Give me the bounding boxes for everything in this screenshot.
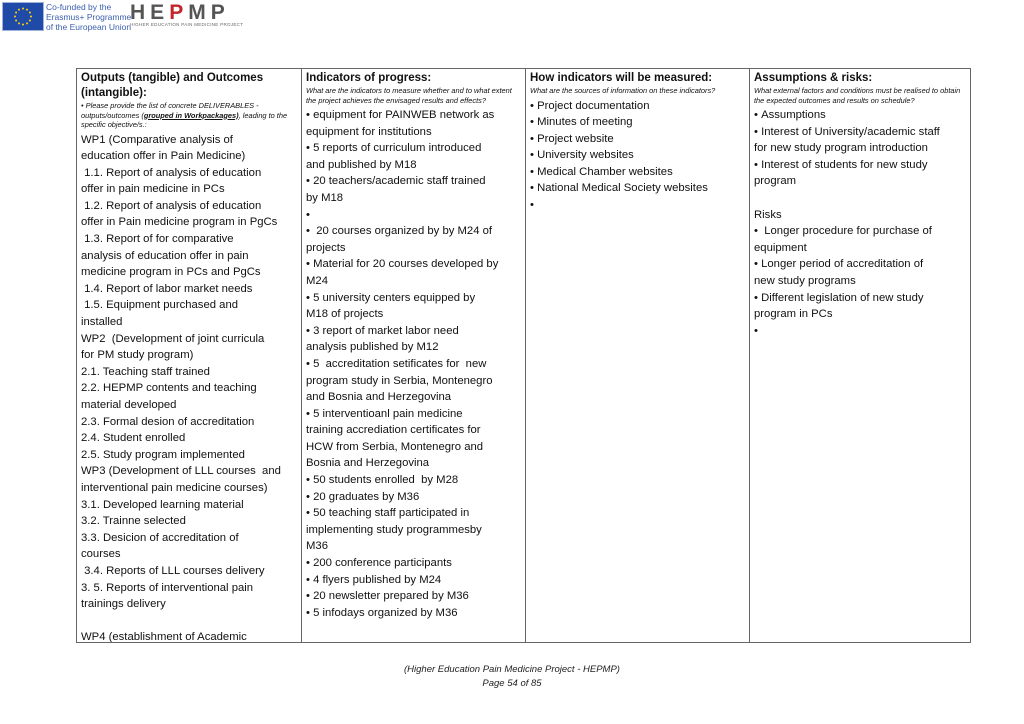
bullet-item: • Project website — [530, 131, 746, 148]
bullet-item: • 5 reports of curriculum introduced — [306, 140, 522, 157]
table-line: 1.4. Report of labor market needs — [81, 282, 253, 295]
bullet-item: • Project documentation — [530, 98, 746, 115]
assumptions-column — [750, 69, 970, 642]
bullet-item: • equipment for PAINWEB network as — [306, 107, 522, 124]
indicators-description: What are the indicators to measure whether and to what extent the project achieves the envisaged results and effects? — [306, 86, 512, 105]
bullet-item: • 50 students enrolled by M28 — [306, 472, 522, 489]
blank-line — [754, 190, 967, 207]
table-line: material developed — [81, 399, 177, 411]
logo-part-accent: P — [169, 1, 189, 24]
assumptions-list — [754, 107, 967, 339]
measured-description: What are the sources of information on these indicators? — [530, 86, 716, 95]
table-line: equipment — [754, 241, 807, 254]
table-line: 3. 5. Reports of interventional pain — [81, 581, 254, 594]
indicators-title: Indicators of progress: — [306, 72, 432, 84]
logo-subtitle: HIGHER EDUCATION PAIN MEDICINE PROJECT — [130, 22, 244, 27]
bullet-item: • Minutes of meeting — [530, 114, 746, 131]
bullet-item — [530, 197, 746, 214]
page-header — [0, 0, 1024, 34]
table-line: installed — [81, 316, 123, 329]
bullet-item: • 5 university centers equipped by — [306, 290, 522, 307]
table-line: new study programs — [754, 274, 856, 287]
desc-text: • Please provide the list of concrete DELIVERABLES - outputs/outcomes ( — [81, 101, 259, 120]
bullet-item: • Medical Chamber websites — [530, 164, 746, 181]
bullet-item: • 20 teachers/academic staff trained — [306, 173, 522, 190]
table-line: M36 — [306, 540, 328, 553]
bullet-item: • Different legislation of new study — [754, 290, 967, 307]
outputs-list — [81, 132, 298, 643]
logo-part: MP — [188, 1, 230, 24]
bullet-item: • National Medical Society websites — [530, 180, 746, 197]
table-line: 2.1. Teaching staff trained — [81, 365, 210, 378]
bullet-item: • 200 conference participants — [306, 555, 522, 572]
table-line: program — [754, 175, 797, 188]
table-line: analysis published by M12 — [306, 341, 439, 354]
footer-project-name: (Higher Education Pain Medicine Project - HEPMP) — [404, 664, 620, 675]
table-line: 2.5. Study program implemented — [81, 448, 245, 461]
bullet-item: • 5 accreditation setificates for new — [306, 356, 522, 373]
table-line: for PM study program) — [81, 349, 194, 362]
eu-text-line: of the European Union — [46, 22, 132, 32]
desc-text: , leading to the specific objective/s.: — [81, 110, 288, 129]
bullet-item: • 3 report of market labor need — [306, 323, 522, 340]
outputs-description — [81, 101, 298, 130]
outputs-title: Outputs (tangible) and Outcomes (intangible): — [81, 72, 264, 99]
table-line: program in PCs — [754, 308, 833, 321]
bullet-item — [306, 207, 522, 224]
table-line: interventional pain medicine courses) — [81, 481, 268, 494]
table-line: M24 — [306, 274, 328, 287]
table-line: projects — [306, 241, 346, 254]
bullet-item: • 4 flyers published by M24 — [306, 572, 522, 589]
table-line: WP3 (Development of LLL courses and — [81, 465, 281, 478]
table-line: 1.1. Report of analysis of education — [81, 166, 262, 179]
table-line: WP4 (establishment of Academic — [81, 631, 247, 642]
table-line: 1.2. Report of analysis of education — [81, 199, 262, 212]
table-line: and Bosnia and Herzegovina — [306, 391, 452, 404]
table-line: 3.1. Developed learning material — [81, 498, 244, 511]
measured-column — [526, 69, 750, 642]
bullet-item: • 5 interventioanl pain medicine — [306, 406, 522, 423]
table-line: 2.4. Student enrolled — [81, 432, 186, 445]
desc-bold: grouped in Workpackages) — [143, 110, 239, 120]
table-line: courses — [81, 548, 121, 561]
table-line: by M18 — [306, 191, 344, 204]
bullet-item: • 5 infodays organized by M36 — [306, 605, 522, 622]
bullet-item: • 20 graduates by M36 — [306, 489, 522, 506]
table-line: and published by M18 — [306, 158, 417, 171]
table-line: 2.2. HEPMP contents and teaching — [81, 382, 257, 395]
bullet-item: • 20 newsletter prepared by M36 — [306, 588, 522, 605]
table-line: offer in pain medicine in PCs — [81, 183, 225, 196]
logframe-table — [76, 68, 971, 643]
table-line: 1.3. Report of for comparative — [81, 233, 234, 246]
measured-list — [530, 98, 746, 214]
bullet-item: • University websites — [530, 147, 746, 164]
eu-cofunded-text — [46, 2, 131, 32]
table-line: Risks — [754, 208, 782, 221]
indicators-list — [306, 107, 522, 621]
table-line: 3.3. Desicion of accreditation of — [81, 531, 239, 544]
bullet-item: • Interest of students for new study — [754, 157, 967, 174]
table-line: education offer in Pain Medicine) — [81, 150, 246, 163]
bullet-item: • Longer period of accreditation of — [754, 256, 967, 273]
table-line: training accrediation certificates for — [306, 424, 481, 437]
table-line: for new study program introduction — [754, 142, 928, 155]
assumptions-title: Assumptions & risks: — [754, 72, 873, 84]
table-line: implementing study programmesby — [306, 523, 482, 536]
table-line: 3.2. Trainne selected — [81, 515, 186, 528]
measured-title: How indicators will be measured: — [530, 72, 713, 84]
table-line: offer in Pain medicine program in PgCs — [81, 216, 278, 229]
table-line: 2.3. Formal desion of accreditation — [81, 415, 255, 428]
table-line: 3.4. Reports of LLL courses delivery — [81, 564, 265, 577]
bullet-item: • Interest of University/academic staff — [754, 124, 967, 141]
indicators-column — [302, 69, 526, 642]
bullet-item: • 50 teaching staff participated in — [306, 505, 522, 522]
bullet-item: • Material for 20 courses developed by — [306, 256, 522, 273]
eu-flag-icon — [2, 2, 44, 31]
table-line: 1.5. Equipment purchased and — [81, 299, 239, 312]
footer-page-number: Page 54 of 85 — [482, 678, 542, 689]
blank-line — [81, 613, 298, 630]
eu-text-line: Erasmus+ Programme — [46, 12, 132, 22]
table-line: M18 of projects — [306, 308, 384, 321]
bullet-item: • Longer procedure for purchase of — [754, 223, 967, 240]
outputs-column — [77, 69, 302, 642]
table-line: analysis of education offer in pain — [81, 249, 249, 262]
assumptions-description: What external factors and conditions must be realised to obtain the expected outcomes and results on schedule? — [754, 86, 961, 105]
table-line: HCW from Serbia, Montenegro and — [306, 440, 484, 453]
bullet-item: • 20 courses organized by by M24 of — [306, 223, 522, 240]
logo-part: HE — [130, 1, 170, 24]
bullet-item: • Assumptions — [754, 107, 967, 124]
table-line: Bosnia and Herzegovina — [306, 457, 430, 470]
bullet-item — [754, 323, 967, 340]
table-line: program study in Serbia, Montenegro — [306, 374, 493, 387]
eu-text-line: Co-funded by the — [46, 2, 112, 12]
table-line: WP1 (Comparative analysis of — [81, 133, 233, 146]
table-line: equipment for institutions — [306, 125, 432, 138]
table-line: medicine program in PCs and PgCs — [81, 266, 261, 279]
table-line: WP2 (Development of joint curricula — [81, 332, 265, 345]
table-line: trainings delivery — [81, 598, 166, 611]
